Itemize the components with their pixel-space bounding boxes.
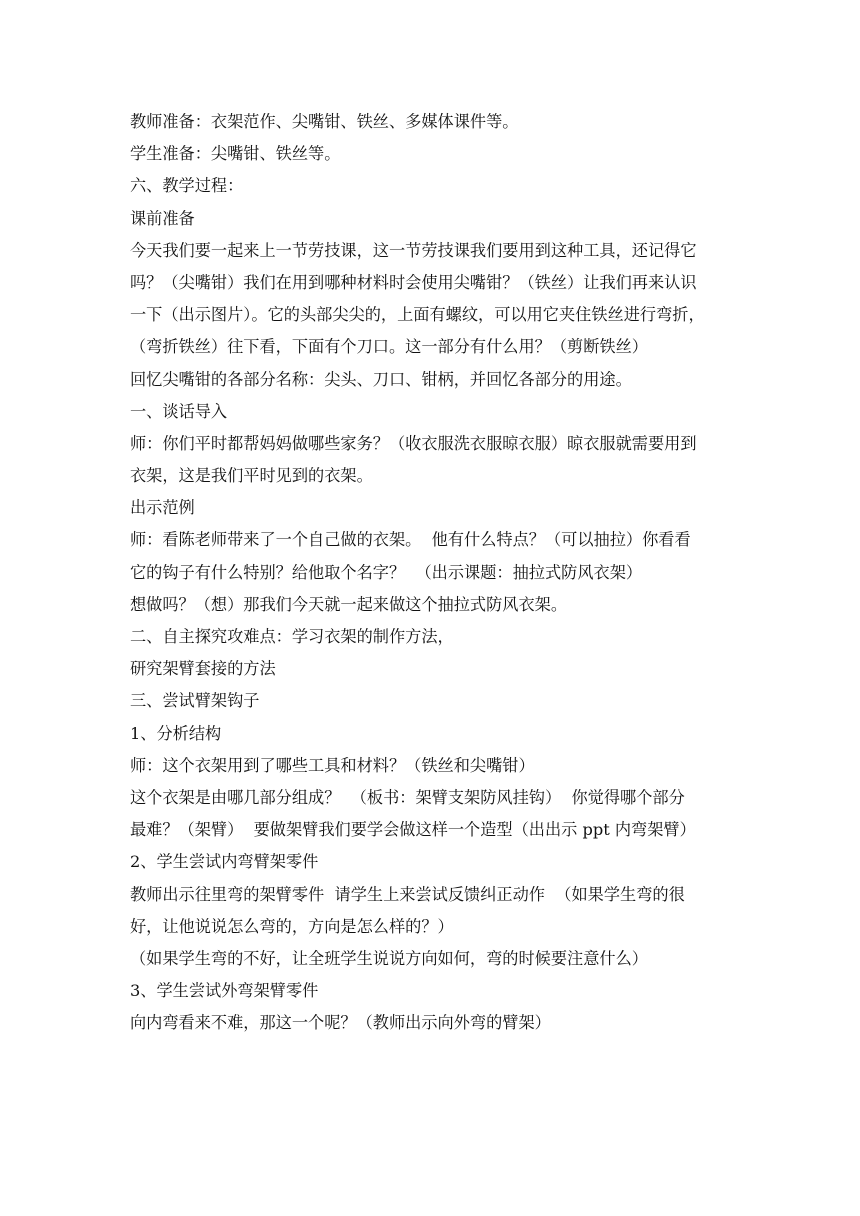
paragraph-line: 师：看陈老师带来了一个自己做的衣架。 他有什么特点？（可以抽拉）你看看 bbox=[130, 530, 691, 550]
paragraph-line: 回忆尖嘴钳的各部分名称：尖头、刀口、钳柄，并回忆各部分的用途。 bbox=[130, 369, 632, 389]
paragraph-line: 好，让他说说怎么弯的，方向是怎么样的？） bbox=[130, 916, 454, 936]
paragraph-line: 最难？（架臂） 要做架臂我们要学会做这样一个造型（出出示 ppt 内弯架臂） bbox=[130, 820, 696, 840]
subsection-heading: 3、学生尝试外弯架臂零件 bbox=[130, 981, 319, 1001]
paragraph-line: （弯折铁丝）往下看，下面有个刀口。这一部分有什么用？（剪断铁丝） bbox=[130, 337, 648, 357]
subsection-heading: 课前准备 bbox=[130, 208, 195, 228]
paragraph-line: 想做吗？（想）那我们今天就一起来做这个抽拉式防风衣架。 bbox=[130, 594, 568, 614]
paragraph-line: 这个衣架是由哪几部分组成？ （板书：架臂支架防风挂钩） 你觉得哪个部分 bbox=[130, 787, 685, 807]
paragraph-line: 教师出示往里弯的架臂零件 请学生上来尝试反馈纠正动作 （如果学生弯的很 bbox=[130, 884, 685, 904]
section-heading: 二、自主探究攻难点：学习衣架的制作方法， bbox=[130, 627, 454, 646]
section-heading: 六、教学过程： bbox=[130, 176, 244, 196]
subsection-heading: 1、分析结构 bbox=[130, 723, 222, 743]
paragraph-line: 一下（出示图片）。它的头部尖尖的，上面有螺纹，可以用它夹住铁丝进行弯折， bbox=[130, 305, 705, 325]
paragraph-line: 学生准备：尖嘴钳、铁丝等。 bbox=[130, 144, 341, 164]
paragraph-line: 衣架，这是我们平时见到的衣架。 bbox=[130, 466, 373, 486]
section-heading: 一、谈话导入 bbox=[130, 401, 228, 421]
document-body bbox=[130, 106, 734, 1039]
paragraph-line: 教师准备：衣架范作、尖嘴钳、铁丝、多媒体课件等。 bbox=[130, 112, 519, 131]
section-heading: 三、尝试臂架钩子 bbox=[130, 691, 260, 711]
paragraph-line: 吗？（尖嘴钳）我们在用到哪种材料时会使用尖嘴钳？（铁丝）让我们再来认识 bbox=[130, 272, 697, 292]
paragraph-line: （如果学生弯的不好，让全班学生说说方向如何，弯的时候要注意什么） bbox=[130, 948, 648, 968]
paragraph-line: 师：这个衣架用到了哪些工具和材料？（铁丝和尖嘴钳） bbox=[130, 755, 535, 775]
paragraph-line: 它的钩子有什么特别？给他取个名字？ （出示课题：抽拉式防风衣架） bbox=[130, 562, 643, 582]
paragraph-line: 向内弯看来不难，那这一个呢？（教师出示向外弯的臂架） bbox=[130, 1013, 551, 1033]
subsection-heading: 2、学生尝试内弯臂架零件 bbox=[130, 852, 319, 872]
paragraph-line: 研究架臂套接的方法 bbox=[130, 659, 276, 679]
paragraph-line: 师：你们平时都帮妈妈做哪些家务？（收衣服洗衣服晾衣服）晾衣服就需要用到 bbox=[130, 433, 697, 453]
subsection-heading: 出示范例 bbox=[130, 498, 195, 518]
paragraph-line: 今天我们要一起来上一节劳技课，这一节劳技课我们要用到这种工具，还记得它 bbox=[130, 240, 697, 260]
